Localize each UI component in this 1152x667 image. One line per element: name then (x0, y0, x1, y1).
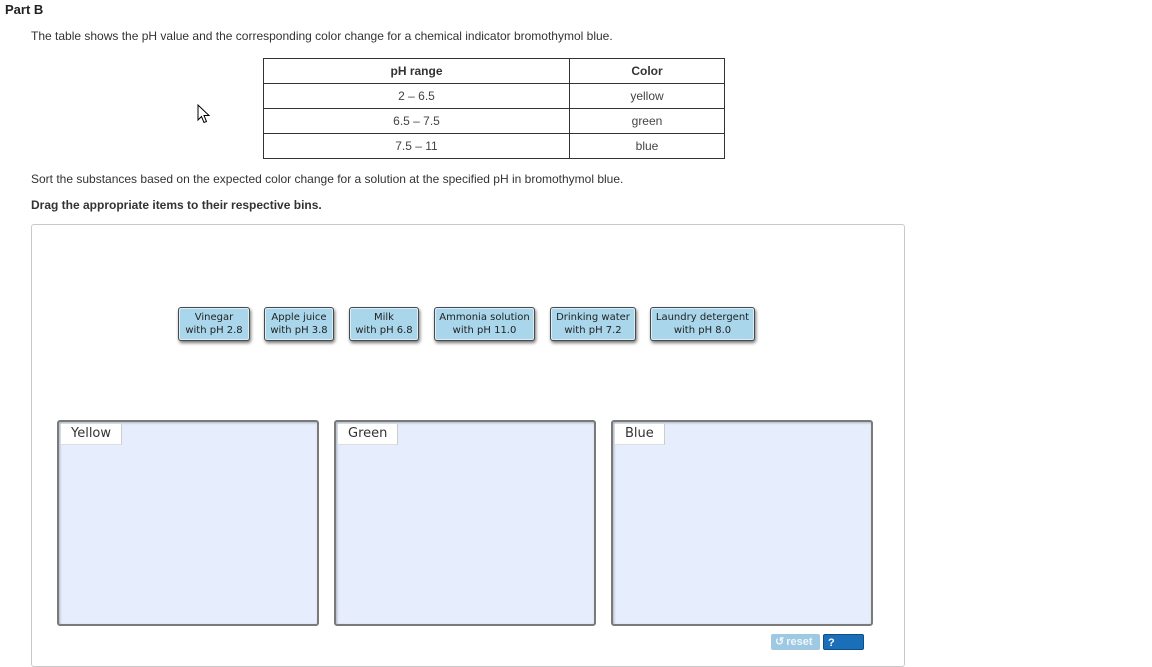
item-label: Ammonia solution (439, 312, 530, 323)
table-row (264, 84, 725, 109)
item-ph: with pH 6.8 (355, 325, 413, 336)
reset-label: reset (786, 636, 813, 648)
item-ph: with pH 7.2 (564, 325, 622, 336)
table-row (264, 134, 725, 159)
draggable-item-vinegar[interactable] (178, 307, 250, 341)
cell-ph-range: 7.5 – 11 (264, 134, 570, 159)
item-ph: with pH 2.8 (185, 325, 243, 336)
question-mark-icon: ? (828, 637, 835, 649)
header-color: Color (570, 59, 725, 84)
item-label: Apple juice (271, 312, 327, 323)
bin-label: Yellow (61, 424, 122, 445)
part-title: Part B (5, 2, 44, 17)
mouse-cursor-icon (197, 104, 211, 124)
bin-blue[interactable] (611, 420, 873, 626)
item-ph: with pH 3.8 (270, 325, 328, 336)
bin-green[interactable] (334, 420, 596, 626)
help-label: help (828, 653, 851, 665)
cell-color: yellow (570, 84, 725, 109)
cell-ph-range: 2 – 6.5 (264, 84, 570, 109)
reset-button[interactable] (771, 634, 820, 650)
item-label: Milk (374, 312, 394, 323)
drag-instruction: Drag the appropriate items to their respective bins. (31, 198, 322, 212)
draggable-item-drinking-water[interactable] (550, 307, 636, 341)
item-label: Laundry detergent (655, 312, 750, 323)
sort-instruction: Sort the substances based on the expected color change for a solution at the specified pH in bromothymol blue. (31, 172, 624, 186)
table-header-row (264, 59, 725, 84)
ph-color-table (263, 58, 725, 159)
item-ph: with pH 8.0 (673, 325, 732, 336)
help-button[interactable] (823, 634, 864, 665)
cell-ph-range: 6.5 – 7.5 (264, 109, 570, 134)
reset-arrow-icon: ↺ (775, 636, 785, 648)
bin-yellow[interactable] (57, 420, 319, 626)
draggable-item-apple-juice[interactable] (264, 307, 334, 341)
intro-text: The table shows the pH value and the corresponding color change for a chemical indicator bromothymol blue. (31, 29, 613, 43)
draggable-item-laundry-detergent[interactable] (650, 307, 755, 341)
bin-label: Blue (615, 424, 665, 445)
cell-color: green (570, 109, 725, 134)
drag-drop-workspace (31, 224, 905, 667)
item-ph: with pH 11.0 (452, 325, 517, 336)
header-ph-range: pH range (264, 59, 570, 84)
bin-label: Green (338, 424, 398, 445)
controls (771, 634, 864, 665)
item-label: Drinking water (556, 312, 630, 323)
item-label: Vinegar (194, 312, 234, 323)
draggable-item-milk[interactable] (349, 307, 419, 341)
cell-color: blue (570, 134, 725, 159)
draggable-item-ammonia-solution[interactable] (434, 307, 535, 341)
table-row (264, 109, 725, 134)
